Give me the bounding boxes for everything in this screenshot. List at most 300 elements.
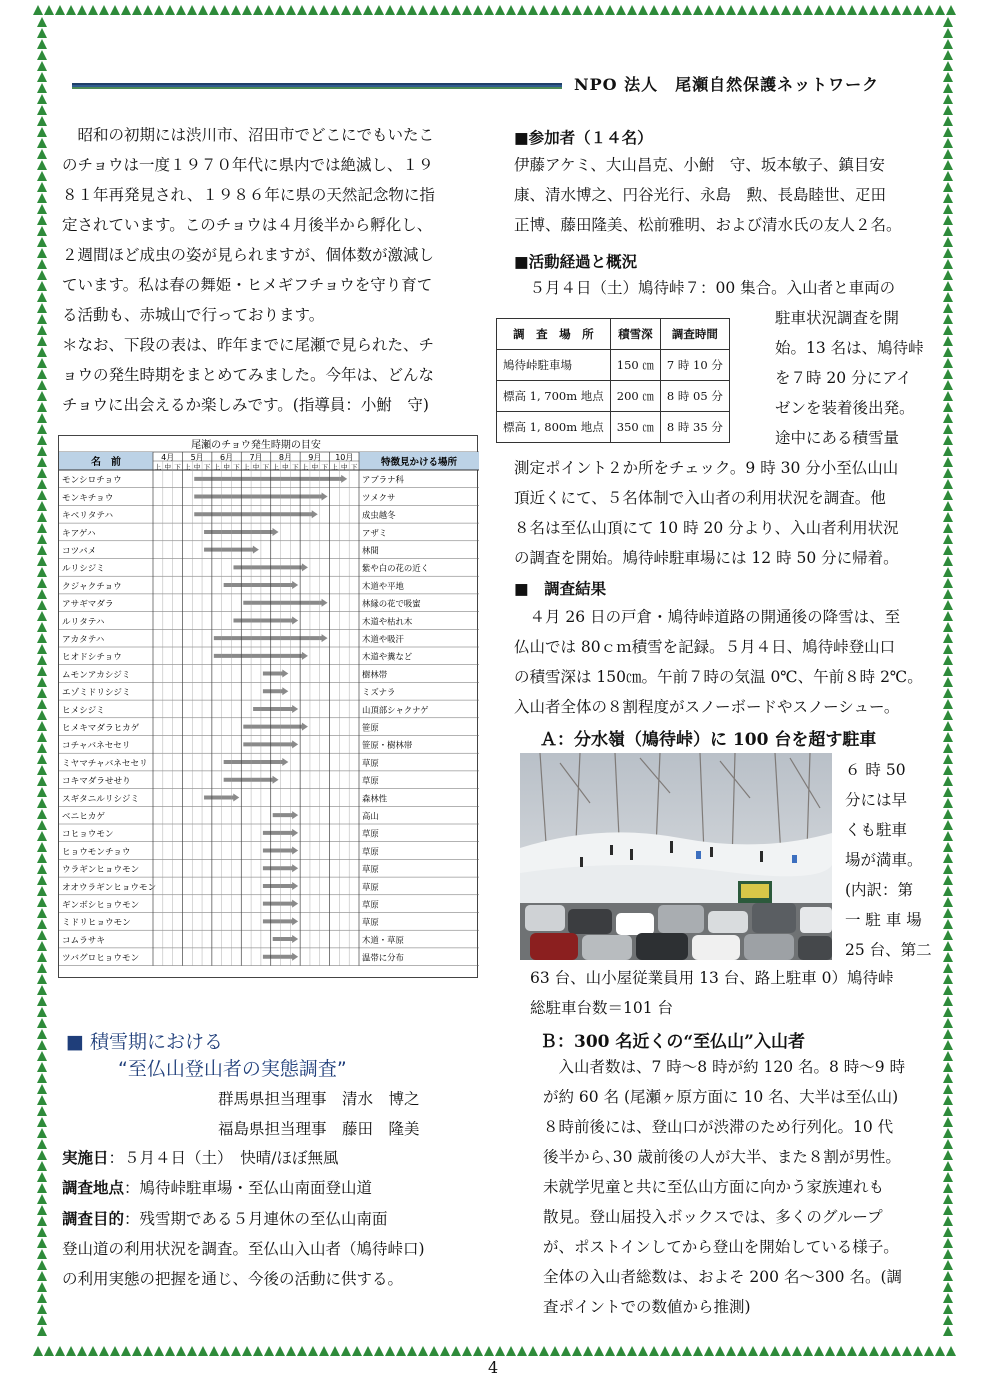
tree-icon: [37, 413, 47, 423]
tree-icon: [37, 50, 47, 60]
tree-icon: [462, 5, 472, 15]
tree-icon: [627, 5, 637, 15]
tree-icon: [616, 1346, 626, 1356]
tree-icon: [517, 5, 527, 15]
emergence-arrowhead: [292, 847, 298, 855]
tree-icon: [37, 567, 47, 577]
tree-icon: [176, 5, 186, 15]
results-line: の積雪深は 150㎝。午前７時の気温 0℃、午前８時 2℃。: [514, 668, 923, 686]
tree-icon: [583, 5, 593, 15]
tree-icon: [154, 1346, 164, 1356]
tree-icon: [37, 105, 47, 115]
snow-depth-table: [496, 318, 730, 443]
tree-icon: [308, 5, 318, 15]
month-label: 7月: [249, 453, 263, 462]
intro-line: る活動も、赤城山で行っております。: [62, 306, 325, 324]
activity-first-line: ５月４日（土）鳩待峠７：00 集合。入山者と車両の: [514, 279, 896, 297]
month-label: 6月: [220, 453, 234, 462]
intro-line: ています。私は春の舞姫・ヒメギフチョウを守り育て: [62, 276, 433, 294]
tree-icon: [37, 886, 47, 896]
activity-line: ８名は至仏山頂にて 10 時 20 分より、入山者利用状況: [514, 519, 899, 537]
tree-icon: [37, 688, 47, 698]
tree-icon: [943, 303, 953, 313]
tree-icon: [66, 5, 76, 15]
activity-side-line: を７時 20 分にアイ: [775, 369, 912, 387]
tree-icon: [913, 1346, 923, 1356]
tree-icon: [264, 5, 274, 15]
subperiod-label: 上: [213, 463, 221, 471]
tree-icon: [943, 1117, 953, 1127]
butterfly-place: 林縁の花で吸蜜: [362, 598, 421, 609]
subperiod-label: 中: [282, 463, 289, 471]
tree-icon: [37, 402, 47, 412]
tree-icon: [37, 446, 47, 456]
tree-icon: [943, 160, 953, 170]
tree-icon: [37, 391, 47, 401]
tree-icon: [943, 325, 953, 335]
tree-icon: [924, 1346, 934, 1356]
tree-icon: [943, 347, 953, 357]
tree-icon: [943, 831, 953, 841]
tree-icon: [37, 490, 47, 500]
tree-icon: [37, 864, 47, 874]
tree-icon: [943, 985, 953, 995]
tree-icon: [37, 1117, 47, 1127]
tree-icon: [943, 974, 953, 984]
tree-icon: [943, 215, 953, 225]
emergence-arrowhead: [292, 811, 298, 819]
survey-table-header: 調 査 場 所: [497, 319, 611, 350]
tree-icon: [737, 1346, 747, 1356]
survey-place-value: ：鳩待峠駐車場・至仏山南面登山道: [124, 1179, 373, 1197]
emergence-arrowhead: [233, 793, 239, 801]
subperiod-label: 中: [223, 463, 230, 471]
tree-icon: [943, 677, 953, 687]
tree-icon: [37, 798, 47, 808]
tree-icon: [572, 5, 582, 15]
tree-icon: [943, 1249, 953, 1259]
parking-lot-photo: [520, 753, 832, 960]
survey-purpose-value: ：残雪期である５月連休の至仏山南面: [124, 1210, 388, 1228]
results-heading: ■ 調査結果: [514, 579, 607, 598]
section-a-side-text: [845, 755, 935, 965]
tree-icon: [37, 138, 47, 148]
tree-icon: [37, 1062, 47, 1072]
butterfly-place: 木道や平地: [362, 580, 404, 591]
tree-icon: [220, 5, 230, 15]
tree-icon: [37, 1282, 47, 1292]
section-a-side-line: 一 駐 車 場: [845, 911, 922, 929]
subperiod-label: 上: [272, 463, 279, 471]
tree-icon: [943, 963, 953, 973]
tree-icon: [451, 5, 461, 15]
tree-icon: [37, 1183, 47, 1193]
tree-icon: [943, 281, 953, 291]
tree-icon: [352, 1346, 362, 1356]
tree-icon: [704, 1346, 714, 1356]
tree-icon: [37, 479, 47, 489]
tree-icon: [473, 1346, 483, 1356]
tree-icon: [37, 897, 47, 907]
tree-icon: [943, 941, 953, 951]
tree-icon: [943, 699, 953, 709]
tree-icon: [37, 303, 47, 313]
tree-icon: [792, 5, 802, 15]
tree-icon: [943, 732, 953, 742]
survey-table-cell: 標高 1, 700m 地点: [497, 381, 611, 412]
tree-icon: [943, 1095, 953, 1105]
tree-icon: [37, 710, 47, 720]
tree-icon: [943, 413, 953, 423]
tree-icon: [37, 325, 47, 335]
tree-icon: [37, 215, 47, 225]
tree-icon: [451, 1346, 461, 1356]
tree-icon: [37, 259, 47, 269]
tree-icon: [935, 1346, 945, 1356]
tree-icon: [943, 1271, 953, 1281]
place-column-header: 特徴見かける場所: [380, 457, 458, 468]
butterfly-place: 紫や白の花の近く: [362, 563, 429, 574]
tree-icon: [37, 1128, 47, 1138]
tree-icon: [99, 5, 109, 15]
tree-icon: [943, 171, 953, 181]
tree-icon: [943, 336, 953, 346]
emergence-arrowhead: [341, 475, 347, 483]
tree-icon: [37, 743, 47, 753]
tree-icon: [37, 666, 47, 676]
tree-icon: [37, 512, 47, 522]
tree-icon: [825, 5, 835, 15]
tree-icon: [37, 17, 47, 27]
tree-icon: [943, 457, 953, 467]
tree-icon: [943, 633, 953, 643]
tree-icon: [37, 633, 47, 643]
butterfly-name: コチャバネセセリ: [62, 741, 131, 752]
butterfly-place: 笹原・樹林帯: [362, 740, 413, 751]
tree-icon: [37, 193, 47, 203]
tree-icon: [37, 1315, 47, 1325]
tree-icon: [484, 5, 494, 15]
tree-icon: [37, 116, 47, 126]
tree-icon: [37, 83, 47, 93]
tree-icon: [561, 1346, 571, 1356]
tree-icon: [37, 292, 47, 302]
tree-icon: [943, 556, 953, 566]
tree-icon: [943, 193, 953, 203]
tree-icon: [943, 1326, 953, 1336]
tree-icon: [99, 1346, 109, 1356]
tree-icon: [37, 1260, 47, 1270]
intro-line: ８１年再発見され、１９８６年に県の天然記念物に指: [62, 186, 435, 204]
survey-date: [62, 1143, 339, 1173]
tree-icon: [943, 1029, 953, 1039]
intro-line: チョウに出会えるか楽しみです。(指導員：小鮒 守): [62, 396, 429, 414]
tree-icon: [943, 39, 953, 49]
tree-icon: [583, 1346, 593, 1356]
tree-icon: [943, 688, 953, 698]
butterfly-name: ベニヒカゲ: [62, 812, 105, 822]
tree-icon: [943, 809, 953, 819]
tree-icon: [330, 1346, 340, 1356]
tree-icon: [943, 1216, 953, 1226]
butterfly-place: ツメクサ: [362, 492, 396, 503]
tree-icon: [737, 5, 747, 15]
tree-icon: [44, 5, 54, 15]
butterfly-name: ムモンアカシジミ: [62, 670, 131, 681]
tree-icon: [943, 578, 953, 588]
tree-icon: [37, 622, 47, 632]
tree-icon: [528, 5, 538, 15]
subperiod-label: 下: [321, 463, 328, 471]
tree-icon: [37, 1029, 47, 1039]
survey-table-row: [497, 381, 730, 412]
tree-icon: [55, 1346, 65, 1356]
tree-icon: [264, 1346, 274, 1356]
emergence-arrowhead: [292, 705, 298, 713]
tree-icon: [550, 5, 560, 15]
survey-table-cell: 200 ㎝: [610, 381, 660, 412]
activity-side-text: [775, 303, 935, 453]
tree-icon: [187, 5, 197, 15]
tree-icon: [37, 160, 47, 170]
tree-icon: [495, 5, 505, 15]
tree-icon: [943, 1084, 953, 1094]
tree-icon: [44, 1346, 54, 1356]
emergence-arrowhead: [282, 687, 288, 695]
tree-icon: [37, 996, 47, 1006]
tree-icon: [902, 5, 912, 15]
tree-icon: [275, 5, 285, 15]
tree-icon: [37, 1172, 47, 1182]
tree-icon: [37, 1205, 47, 1215]
emergence-arrowhead: [273, 776, 279, 784]
tree-icon: [37, 1238, 47, 1248]
tree-icon: [726, 5, 736, 15]
activity-side-line: 途中にある積雪量: [775, 429, 900, 447]
tree-icon: [814, 1346, 824, 1356]
emergence-arrowhead: [282, 670, 288, 678]
tree-icon: [418, 1346, 428, 1356]
tree-icon: [943, 1238, 953, 1248]
tree-icon: [943, 292, 953, 302]
snow-report-subtitle: “至仏山登山者の実態調査”: [118, 1058, 347, 1080]
tree-icon: [759, 1346, 769, 1356]
emergence-arrowhead: [302, 563, 308, 571]
tree-icon: [943, 1040, 953, 1050]
tree-icon: [943, 1315, 953, 1325]
tree-icon: [37, 182, 47, 192]
header-rule: [72, 83, 562, 89]
tree-icon: [37, 149, 47, 159]
tree-icon: [37, 600, 47, 610]
tree-icon: [88, 5, 98, 15]
intro-line: ＊なお、下段の表は、昨年までに尾瀬で見られた、チ: [62, 336, 435, 354]
tree-icon: [943, 490, 953, 500]
tree-icon: [880, 1346, 890, 1356]
tree-icon: [770, 5, 780, 15]
participant-line: 正博、藤田隆美、松前雅明、および清水氏の友人２名。: [514, 216, 902, 234]
tree-icon: [649, 1346, 659, 1356]
butterfly-name: オオウラギンヒョウモン: [62, 882, 157, 893]
tree-icon: [943, 930, 953, 940]
results-text: [514, 602, 939, 722]
tree-icon: [943, 391, 953, 401]
tree-icon: [943, 226, 953, 236]
tree-icon: [37, 1106, 47, 1116]
butterfly-place: 森林性: [362, 793, 388, 804]
tree-icon: [748, 5, 758, 15]
activity-heading: ■活動経過と概況: [514, 252, 638, 271]
survey-place-label: 調査地点: [62, 1178, 125, 1197]
tree-icon: [748, 1346, 758, 1356]
tree-icon: [943, 270, 953, 280]
tree-icon: [943, 589, 953, 599]
butterfly-place: 温帯に分布: [362, 952, 404, 963]
emergence-arrowhead: [322, 493, 328, 501]
purpose-line: 登山道の利用状況を調査。至仏山入山者（鳩待峠口): [62, 1240, 425, 1258]
tree-icon: [187, 1346, 197, 1356]
subperiod-label: 上: [184, 463, 191, 471]
tree-icon: [943, 1106, 953, 1116]
tree-icon: [943, 1304, 953, 1314]
butterfly-place: 山頂部シャクナゲ: [362, 704, 429, 715]
tree-icon: [154, 5, 164, 15]
tree-icon: [37, 776, 47, 786]
tree-icon: [902, 1346, 912, 1356]
tree-icon: [943, 644, 953, 654]
tree-icon: [385, 5, 395, 15]
tree-icon: [33, 5, 43, 15]
tree-icon: [37, 974, 47, 984]
tree-icon: [37, 963, 47, 973]
subperiod-label: 下: [203, 463, 211, 471]
tree-icon: [627, 1346, 637, 1356]
tree-icon: [231, 5, 241, 15]
survey-table-cell: 7 時 10 分: [660, 350, 729, 381]
tree-icon: [198, 1346, 208, 1356]
tree-icon: [943, 61, 953, 71]
tree-icon: [37, 985, 47, 995]
tree-icon: [37, 1293, 47, 1303]
tree-icon: [341, 1346, 351, 1356]
tree-icon: [253, 5, 263, 15]
butterfly-place: 草原: [362, 881, 379, 892]
tree-icon: [407, 1346, 417, 1356]
survey-table-header: 積雪深: [610, 319, 660, 350]
tree-icon: [847, 5, 857, 15]
tree-icon: [462, 1346, 472, 1356]
butterfly-emergence-chart: [58, 435, 478, 978]
tree-icon: [220, 1346, 230, 1356]
section-a-side-line: ６ 時 50: [845, 761, 906, 779]
tree-icon: [132, 1346, 142, 1356]
section-b-line: 後半から､30 歳前後の人が大半、また８割が男性。: [543, 1148, 901, 1166]
tree-icon: [37, 380, 47, 390]
tree-icon: [37, 358, 47, 368]
tree-icon: [943, 743, 953, 753]
emergence-arrowhead: [273, 528, 279, 536]
tree-icon: [37, 1150, 47, 1160]
participants-heading: ■参加者（１４名）: [514, 128, 653, 147]
tree-icon: [37, 809, 47, 819]
tree-icon: [693, 5, 703, 15]
tree-icon: [943, 600, 953, 610]
tree-icon: [37, 545, 47, 555]
butterfly-place: 草原: [362, 899, 379, 910]
tree-icon: [37, 589, 47, 599]
butterfly-place: 樹林帯: [362, 669, 388, 680]
tree-icon: [121, 1346, 131, 1356]
emergence-arrowhead: [292, 581, 298, 589]
emergence-arrowhead: [292, 864, 298, 872]
survey-purpose: [62, 1204, 388, 1234]
emergence-arrowhead: [292, 917, 298, 925]
tree-icon: [943, 842, 953, 852]
tree-icon: [429, 1346, 439, 1356]
tree-icon: [37, 1216, 47, 1226]
tree-icon: [132, 5, 142, 15]
tree-icon: [363, 5, 373, 15]
tree-icon: [37, 1007, 47, 1017]
tree-icon: [37, 831, 47, 841]
tree-icon: [330, 5, 340, 15]
tree-icon: [429, 5, 439, 15]
tree-icon: [37, 875, 47, 885]
butterfly-place: 笹原: [362, 722, 379, 733]
tree-icon: [943, 908, 953, 918]
butterfly-name: ルリシジミ: [62, 564, 105, 575]
tree-icon: [943, 666, 953, 676]
butterfly-place: 草原: [362, 846, 379, 857]
tree-icon: [242, 1346, 252, 1356]
tree-icon: [352, 5, 362, 15]
snow-report-title: ■ 積雪期における: [66, 1031, 223, 1053]
tree-icon: [943, 567, 953, 577]
tree-icon: [308, 1346, 318, 1356]
butterfly-place: 木道や枯れ木: [362, 616, 413, 627]
tree-icon: [943, 996, 953, 1006]
butterfly-name: コムラサキ: [62, 935, 105, 946]
tree-icon: [37, 556, 47, 566]
butterfly-name: ウラギンヒョウモン: [62, 865, 140, 876]
tree-icon: [943, 787, 953, 797]
month-label: 10月: [335, 453, 354, 462]
tree-icon: [37, 314, 47, 324]
tree-icon: [37, 1326, 47, 1336]
intro-line: ョウの発生時期をまとめてみました。今年は、どんな: [62, 366, 435, 384]
tree-icon: [77, 1346, 87, 1356]
tree-icon: [943, 83, 953, 93]
intro-paragraph: [62, 120, 482, 420]
emergence-arrowhead: [292, 829, 298, 837]
tree-icon: [407, 5, 417, 15]
tree-icon: [943, 314, 953, 324]
tree-icon: [37, 732, 47, 742]
tree-icon: [836, 5, 846, 15]
subperiod-label: 下: [350, 463, 358, 471]
tree-icon: [943, 1172, 953, 1182]
tree-icon: [37, 28, 47, 38]
tree-icon: [37, 94, 47, 104]
tree-icon: [715, 5, 725, 15]
survey-table-cell: 8 時 35 分: [660, 412, 729, 443]
survey-table-row: [497, 412, 730, 443]
participant-line: 康、清水博之、円谷光行、永島 勲、長島睦世、疋田: [514, 186, 887, 204]
results-line: 仏山では 80ｃｍ積雪を記録。５月４日、鳩待峠登山口: [514, 638, 896, 656]
parking-photo-image: [520, 753, 832, 960]
section-a-caption: Ａ：分水嶺（鳩待峠）に 100 台を超す駐車: [540, 730, 877, 750]
tree-icon: [943, 1227, 953, 1237]
